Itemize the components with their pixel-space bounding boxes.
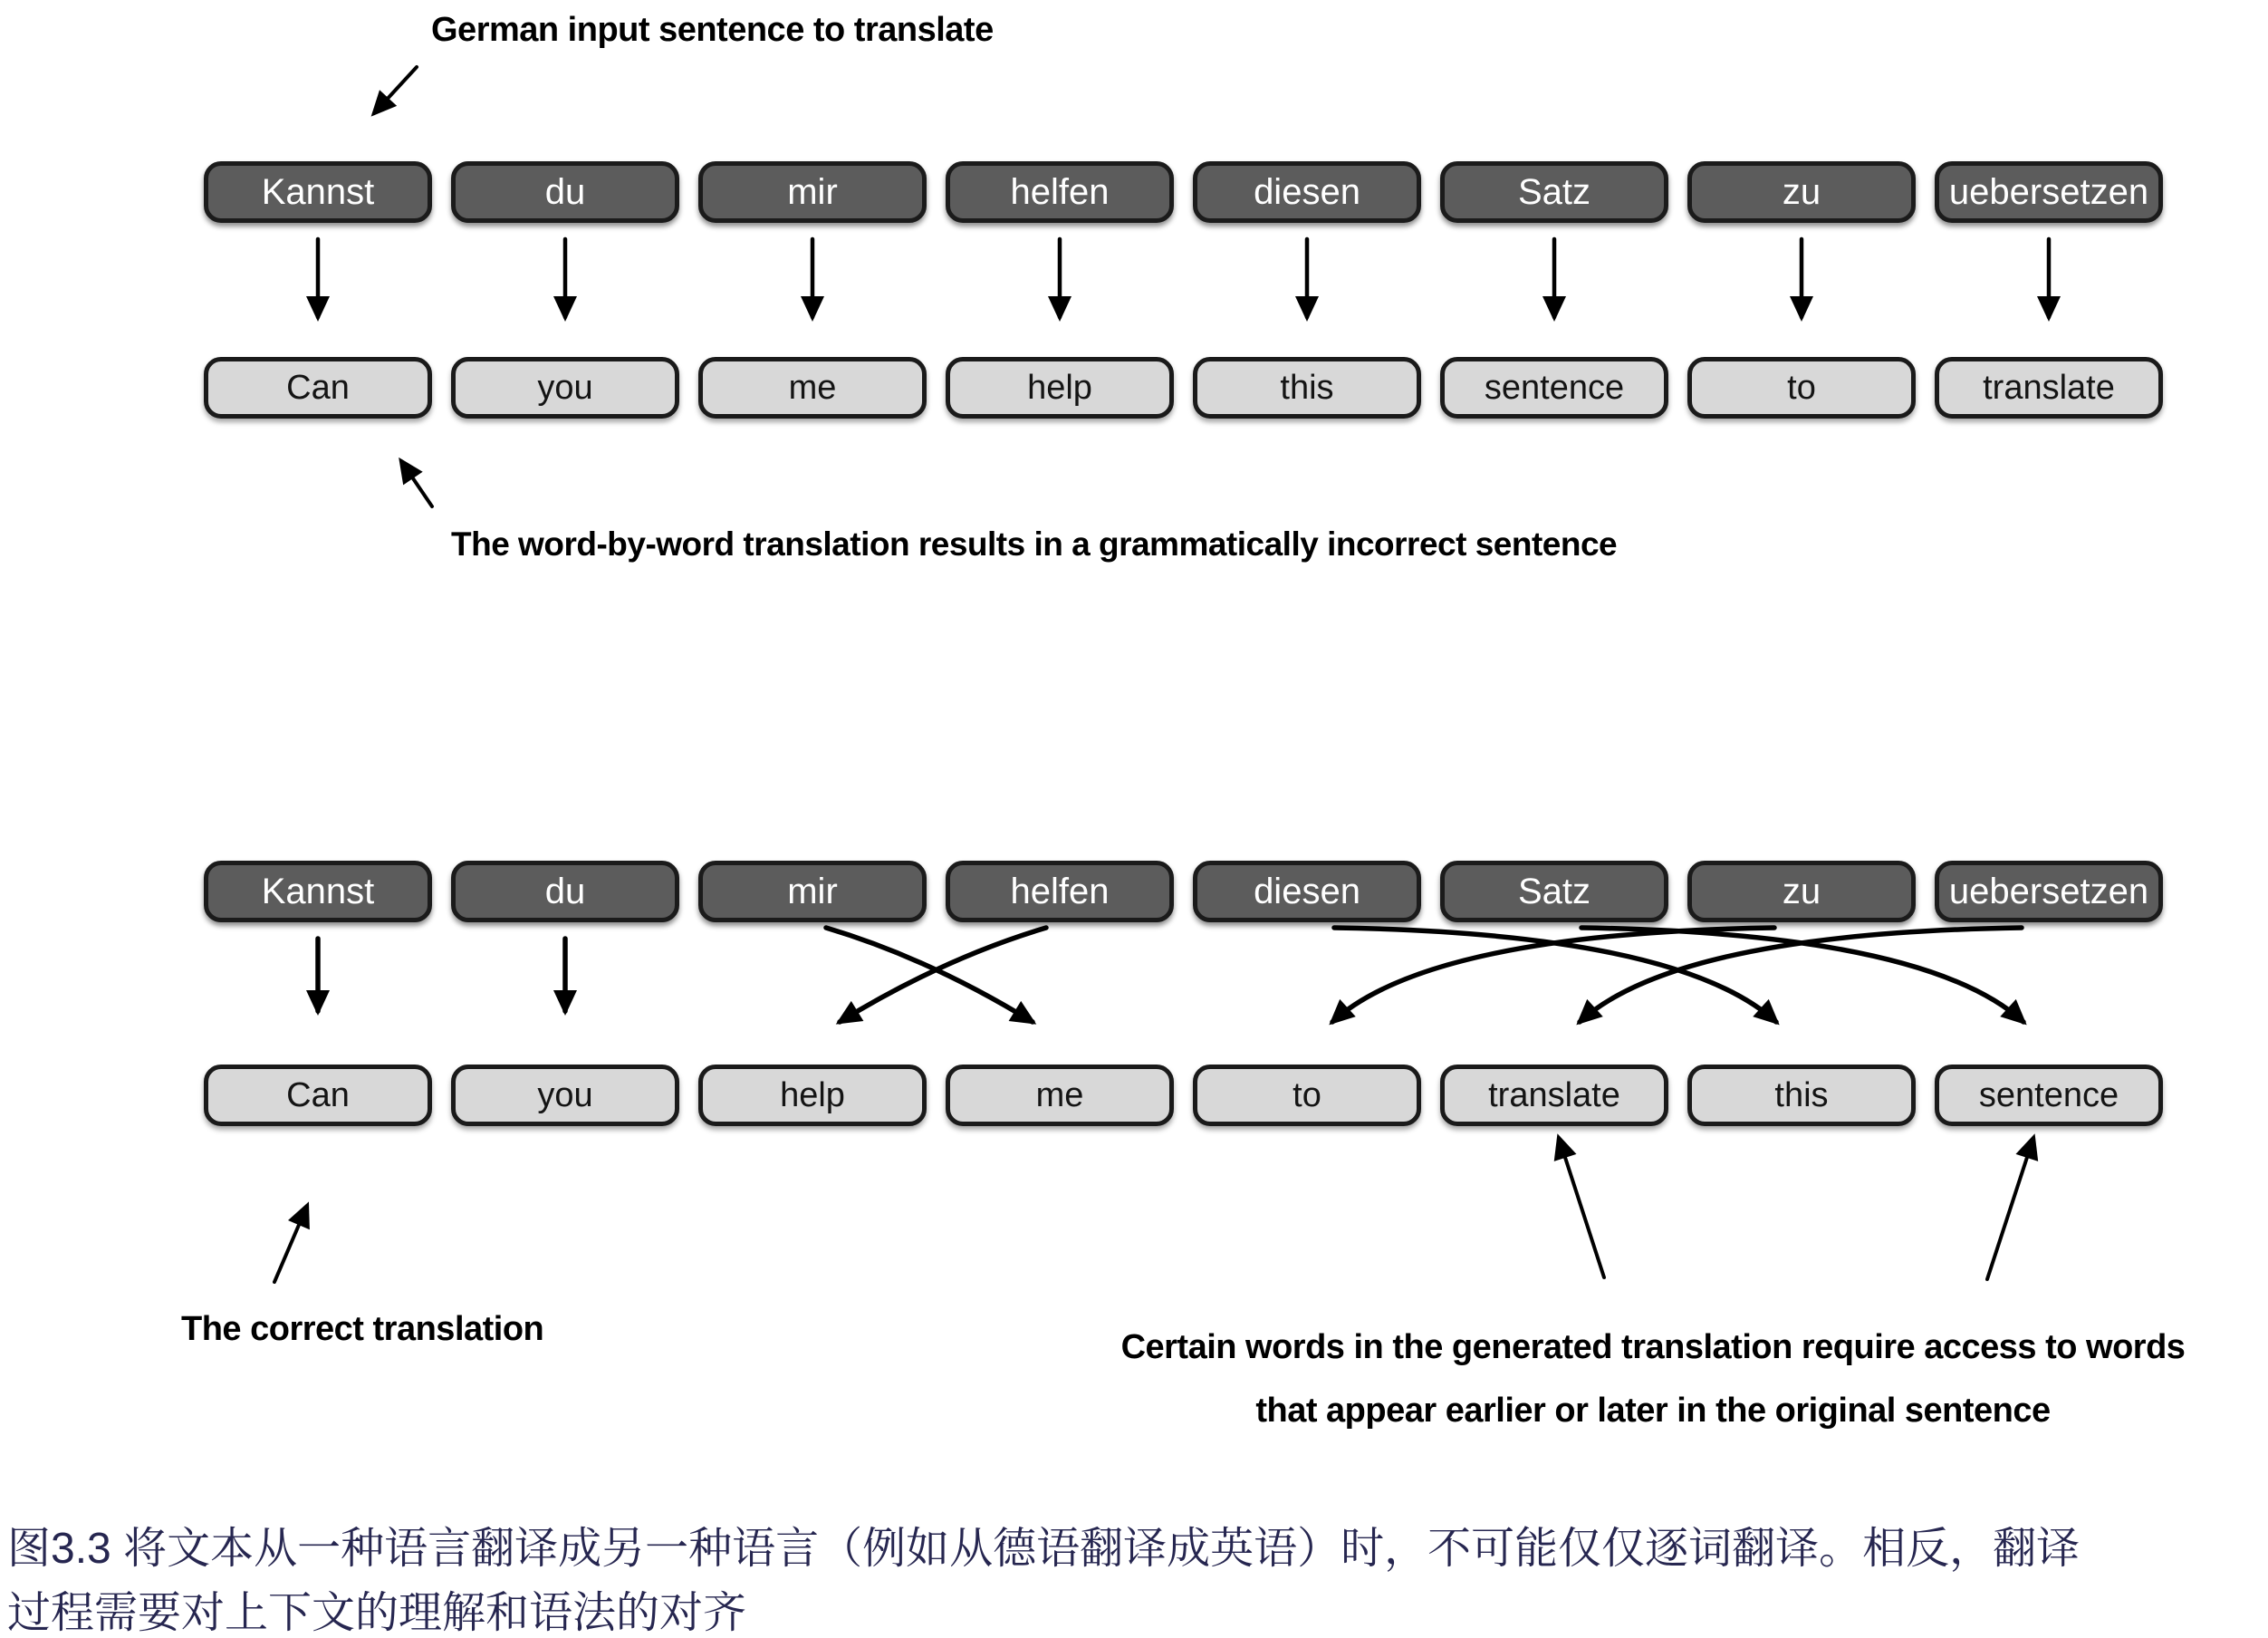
english-bottom-word-box	[451, 1065, 679, 1126]
english-top-word-box	[451, 357, 679, 419]
german-top-word-label: Kannst	[261, 171, 375, 212]
german-bottom-word-box	[451, 861, 679, 922]
bottom-alignment-arrows	[318, 928, 2023, 1022]
german-bottom-word-box	[1687, 861, 1916, 922]
german-bottom-word-label: mir	[787, 871, 838, 911]
annotation-context-line1: Certain words in the generated translation require access to words	[1120, 1328, 2186, 1366]
bottom-alignment-arrow-7-5	[1580, 928, 2022, 1022]
english-bottom-word-box	[204, 1065, 432, 1126]
figure-caption-line2: 过程需要对上下文的理解和语法的对齐	[7, 1589, 747, 1637]
german-bottom-word-label: helfen	[1010, 871, 1110, 911]
english-bottom-word-box	[1193, 1065, 1421, 1126]
german-top-word-label: Satz	[1517, 171, 1591, 212]
context-pointer-arrow-left	[1559, 1138, 1604, 1277]
english-top-word-label: this	[1280, 368, 1334, 407]
annotation-correct-translation: The correct translation	[181, 1310, 544, 1348]
german-bottom-word-label: Satz	[1517, 871, 1591, 911]
german-top-word-box	[1440, 161, 1668, 223]
annotation-context-access	[1051, 1315, 2255, 1442]
english-top-word-label: sentence	[1484, 368, 1625, 407]
english-top-word-label: translate	[1983, 368, 2115, 407]
german-bottom-word-box	[204, 861, 432, 922]
german-top-word-box	[946, 161, 1174, 223]
english-top-word-box	[698, 357, 927, 419]
german-bottom-word-box	[698, 861, 927, 922]
german-top-word-box	[698, 161, 927, 223]
english-top-word-label: me	[788, 368, 837, 407]
english-bottom-word-label: translate	[1488, 1075, 1620, 1114]
german-bottom-word-box	[1935, 861, 2163, 922]
german-input-pointer-arrow	[374, 67, 417, 113]
english-top-word-label: help	[1027, 368, 1092, 407]
german-top-word-label: zu	[1782, 171, 1821, 212]
german-top-word-label: diesen	[1254, 171, 1360, 212]
english-top-word-label: you	[537, 368, 593, 407]
english-bottom-word-box	[1935, 1065, 2163, 1126]
english-bottom-word-label: you	[537, 1075, 593, 1114]
german-top-word-box	[204, 161, 432, 223]
english-bottom-word-label: Can	[286, 1075, 350, 1114]
bottom-alignment-arrow-6-4	[1332, 928, 1774, 1022]
german-top-word-label: helfen	[1010, 171, 1110, 212]
german-bottom-word-label: diesen	[1254, 871, 1360, 911]
german-row-top	[204, 161, 2163, 223]
annotation-context-line2: that appear earlier or later in the original sentence	[1255, 1392, 2051, 1430]
top-alignment-arrows	[318, 239, 2049, 317]
german-row-bottom	[204, 861, 2163, 922]
german-bottom-word-box	[946, 861, 1174, 922]
english-bottom-word-label: sentence	[1978, 1075, 2119, 1114]
german-bottom-word-box	[1193, 861, 1421, 922]
context-pointer-arrow-right	[1987, 1138, 2033, 1279]
figure-caption-line1: 图3.3 将文本从一种语言翻译成另一种语言（例如从德语翻译成英语）时，不可能仅仅逐词翻译。相反，翻译	[7, 1525, 2081, 1573]
english-row-bottom	[204, 1065, 2163, 1126]
figure-caption	[7, 1517, 2080, 1638]
english-bottom-word-label: me	[1035, 1075, 1084, 1114]
english-bottom-word-box	[1440, 1065, 1668, 1126]
correct-translation-pointer-arrow	[274, 1206, 307, 1282]
english-bottom-word-label: to	[1293, 1075, 1321, 1114]
german-top-word-box	[1935, 161, 2163, 223]
word-by-word-pointer-arrow	[401, 461, 432, 506]
german-top-word-box	[1687, 161, 1916, 223]
english-top-word-box	[1193, 357, 1421, 419]
german-bottom-word-label: uebersetzen	[1948, 871, 2149, 911]
german-top-word-box	[1193, 161, 1421, 223]
english-bottom-word-label: help	[780, 1075, 845, 1114]
german-bottom-word-label: zu	[1782, 871, 1821, 911]
german-bottom-word-label: Kannst	[261, 871, 375, 911]
german-bottom-word-box	[1440, 861, 1668, 922]
annotation-word-by-word: The word-by-word translation results in a grammatically incorrect sentence	[451, 525, 1618, 563]
english-bottom-word-box	[698, 1065, 927, 1126]
german-top-word-label: du	[544, 171, 586, 212]
german-top-word-box	[451, 161, 679, 223]
english-top-word-box	[1687, 357, 1916, 419]
german-bottom-word-label: du	[544, 871, 586, 911]
english-bottom-word-box	[946, 1065, 1174, 1126]
english-top-word-box	[204, 357, 432, 419]
english-bottom-word-label: this	[1774, 1075, 1829, 1114]
english-row-top	[204, 357, 2163, 419]
english-top-word-box	[1440, 357, 1668, 419]
english-top-word-label: Can	[286, 368, 350, 407]
english-bottom-word-box	[1687, 1065, 1916, 1126]
english-top-word-label: to	[1787, 368, 1816, 407]
german-top-word-label: uebersetzen	[1948, 171, 2149, 212]
english-top-word-box	[1935, 357, 2163, 419]
english-top-word-box	[946, 357, 1174, 419]
annotation-german-input: German input sentence to translate	[431, 11, 994, 49]
german-top-word-label: mir	[787, 171, 838, 212]
